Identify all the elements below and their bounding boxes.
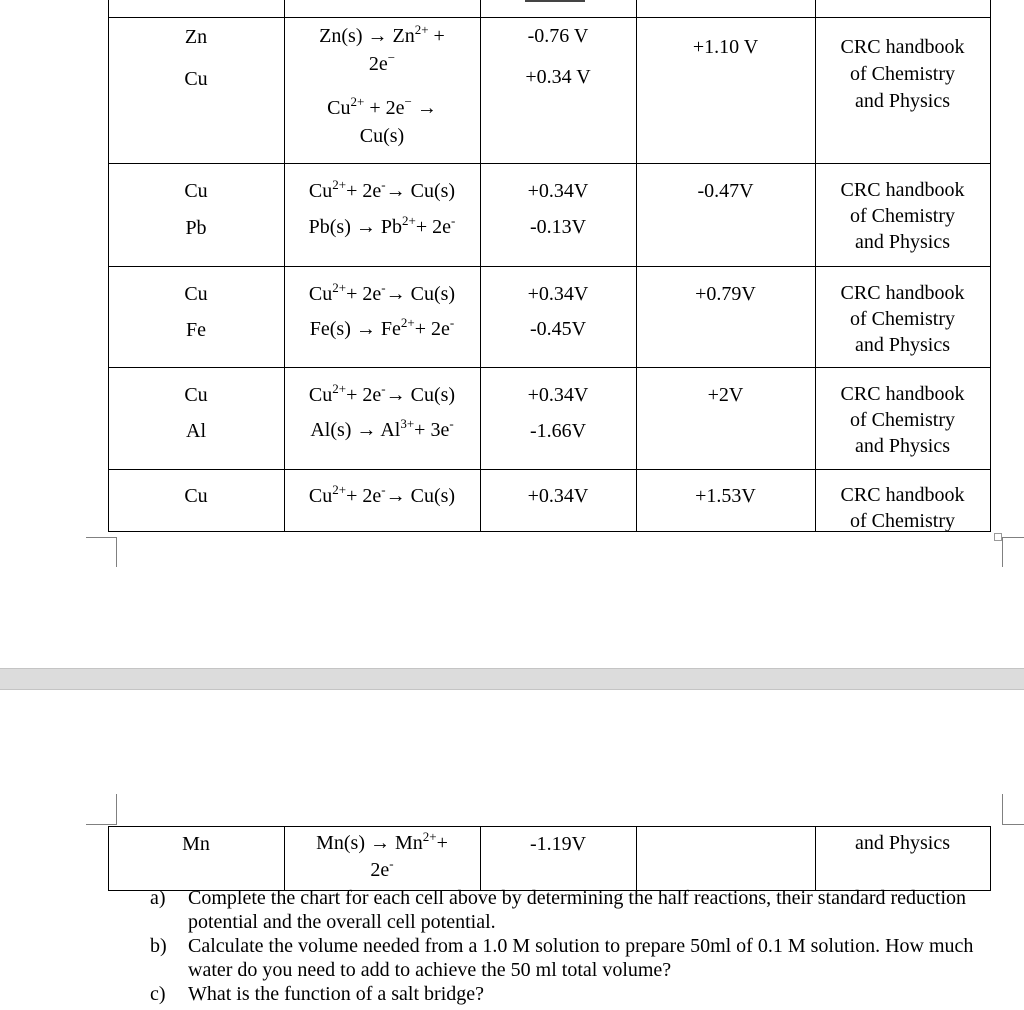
element-label: Cu	[184, 384, 208, 406]
table-rule	[636, 0, 637, 532]
half-reaction: $Cu^{2+}+ 2e^-\to Cu(s)$	[308, 381, 456, 406]
crop-mark	[1002, 824, 1024, 825]
cell-potential: +1.53V	[695, 485, 756, 507]
reduction-potential: +0.34 V	[525, 66, 591, 88]
element-label: Al	[186, 420, 206, 442]
half-reaction: $Fe(s) \to Fe^{2+}+ 2e^-$	[309, 315, 455, 340]
crop-mark	[86, 537, 117, 538]
question-list	[150, 886, 990, 1006]
table-rule	[108, 469, 991, 470]
element-label: Fe	[186, 319, 206, 341]
half-reaction: 2e−	[368, 50, 396, 75]
crop-mark	[1002, 537, 1003, 567]
source-line: and Physics	[855, 334, 950, 356]
reduction-potential: -0.13V	[529, 216, 587, 238]
question-label: a)	[150, 887, 166, 909]
reduction-potential: +0.34V	[527, 384, 589, 406]
page-break	[0, 668, 1024, 690]
question-label: b)	[150, 935, 167, 957]
crop-mark	[116, 794, 117, 825]
table-rule	[990, 0, 991, 532]
table-rule	[108, 266, 991, 267]
half-reaction: $Zn(s) \to Zn^{2+}$ +	[319, 22, 445, 47]
question-text: What is the function of a salt bridge?	[188, 983, 485, 1005]
crop-mark	[86, 824, 117, 825]
reduction-potential: +0.34V	[527, 180, 589, 202]
source-line: CRC handbook	[840, 383, 965, 405]
source-line: CRC handbook	[840, 484, 965, 506]
half-reaction: $Pb(s) \to Pb^{2+}+ 2e^-$	[308, 213, 456, 238]
table-rule	[636, 826, 637, 891]
source-line: of Chemistry	[850, 409, 955, 431]
half-reaction: $Cu^{2+}+ 2e^-\to Cu(s)$	[308, 280, 456, 305]
half-reaction: 2e-	[370, 856, 394, 881]
reduction-potential: -1.66V	[529, 420, 587, 442]
half-reaction: $Cu^{2+}+ 2e^-\to Cu(s)$	[308, 482, 456, 507]
element-label: Cu	[184, 283, 208, 305]
element-label: Cu	[184, 180, 208, 202]
reduction-potential: +0.34V	[527, 283, 589, 305]
cut-text-fragment	[525, 0, 585, 2]
half-reaction: $Cu^{2+}+ 2e^-\to Cu(s)$	[308, 177, 456, 202]
crop-mark	[1002, 794, 1003, 825]
half-reaction: Cu(s)	[359, 125, 405, 147]
source-line: of Chemistry	[850, 510, 955, 532]
question-text: Calculate the volume needed from a 1.0 M solution to prepare 50ml of 0.1 M solution. How much water do you need to add to achieve the 50 ml total volume?	[188, 935, 974, 981]
document-page-2	[0, 690, 1024, 1010]
table-rule	[108, 17, 991, 18]
table-resize-handle[interactable]	[994, 533, 1002, 541]
source-line: CRC handbook	[840, 179, 965, 201]
table-rule	[108, 826, 991, 827]
source-line: CRC handbook	[840, 36, 965, 58]
element-label: Pb	[185, 217, 207, 239]
element-label: Cu	[184, 485, 208, 507]
question-text: Complete the chart for each cell above by determining the half reactions, their standard reduction potential and the overall cell potential.	[188, 887, 967, 933]
table-rule	[108, 163, 991, 164]
cell-potential: +0.79V	[695, 283, 756, 305]
half-reaction: $Al(s) \to Al^{3+}+ 3e^-$	[310, 416, 454, 441]
cell-potential: -0.47V	[697, 180, 754, 202]
table-rule	[284, 0, 285, 532]
crop-mark	[1002, 537, 1024, 538]
question-label: c)	[150, 983, 166, 1005]
question-item	[150, 982, 990, 1006]
source-line: of Chemistry	[850, 63, 955, 85]
source-line: and Physics	[855, 90, 950, 112]
half-reaction: $Cu^{2+} + 2e^-$ →	[327, 94, 437, 119]
source-line: and Physics	[855, 832, 950, 854]
cell-potential: +1.10 V	[692, 36, 759, 58]
element-label: Zn	[184, 26, 208, 48]
element-label: Mn	[182, 833, 210, 855]
source-line: of Chemistry	[850, 205, 955, 227]
table-rule	[990, 826, 991, 891]
reduction-potential: -1.19V	[529, 833, 587, 855]
reduction-potential: -0.76 V	[527, 25, 589, 47]
source-line: and Physics	[855, 231, 950, 253]
source-line: of Chemistry	[850, 308, 955, 330]
crop-mark	[116, 537, 117, 567]
source-line: CRC handbook	[840, 282, 965, 304]
question-item	[150, 934, 990, 982]
element-label: Cu	[184, 68, 208, 90]
cell-potential: +2V	[707, 384, 744, 406]
table-rule	[108, 367, 991, 368]
question-item	[150, 886, 990, 934]
source-line: and Physics	[855, 435, 950, 457]
reduction-potential: -0.45V	[529, 318, 587, 340]
reduction-potential: +0.34V	[527, 485, 589, 507]
half-reaction: $Mn(s) \to Mn^{2+}+$	[316, 829, 448, 854]
